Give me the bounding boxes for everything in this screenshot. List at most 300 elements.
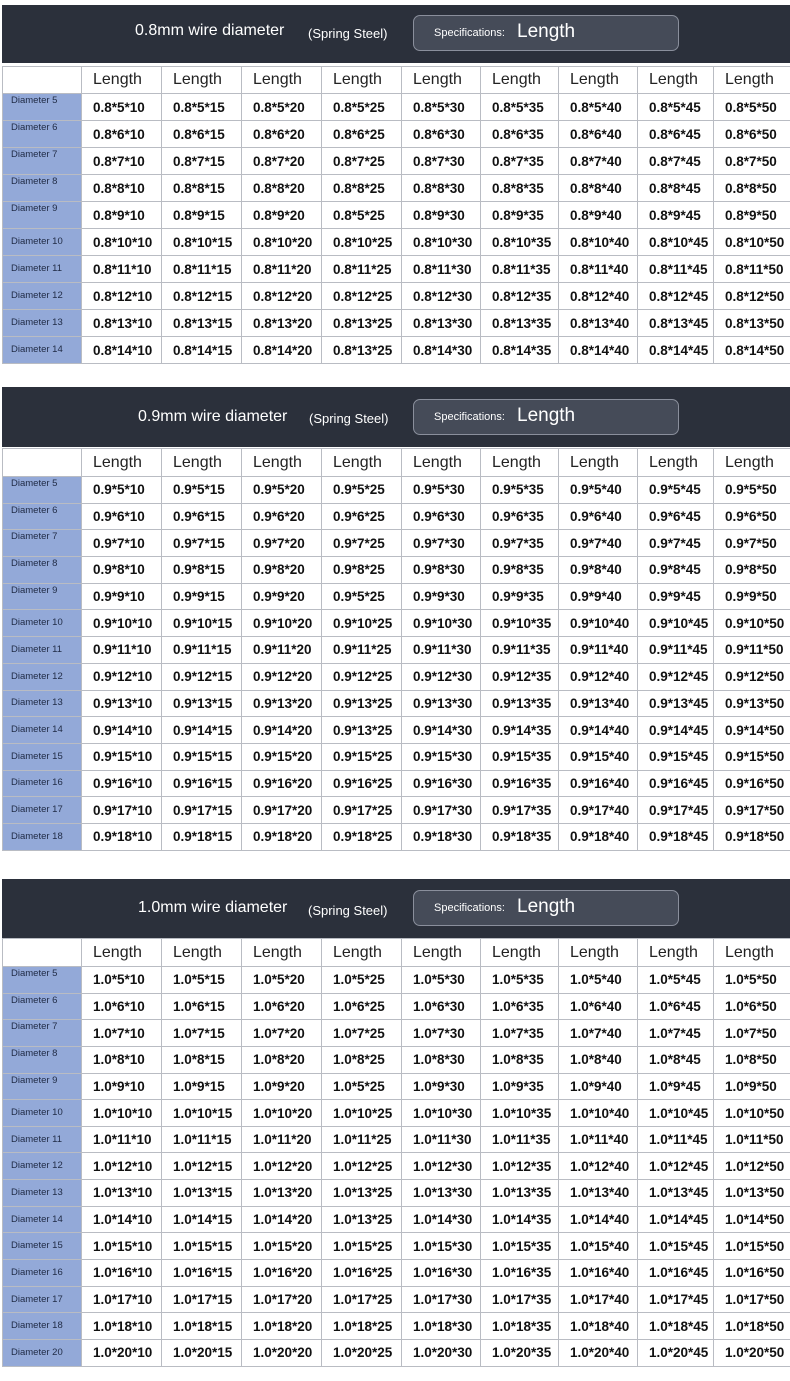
table-cell: 0.9*15*20 [242,743,322,770]
table-cell: 1.0*5*40 [559,967,638,994]
table-cell: 1.0*8*50 [714,1046,790,1073]
table-cell: 0.8*10*50 [714,229,790,256]
table-cell: 1.0*10*45 [638,1100,714,1127]
column-header: Length [714,449,790,477]
column-header: Length [242,939,322,967]
table-cell: 0.9*18*50 [714,823,790,850]
table-cell: 0.8*14*50 [714,337,790,364]
table-row [3,1073,790,1100]
table-cell: 0.8*10*30 [402,229,481,256]
table-cell: 1.0*20*45 [638,1339,714,1366]
table-cell: 1.0*17*15 [162,1286,242,1313]
table-cell: 0.9*11*35 [481,637,559,664]
table-cell: 0.9*16*35 [481,770,559,797]
table-cell: 0.8*10*15 [162,229,242,256]
table-cell: 0.9*7*40 [559,530,638,557]
table-cell: 0.8*10*40 [559,229,638,256]
table-row [3,1206,790,1233]
table-cell: 0.8*7*50 [714,148,790,175]
table-cell: 1.0*15*10 [82,1233,162,1260]
table-cell: 0.9*10*45 [638,610,714,637]
table-cell: 0.9*6*35 [481,503,559,530]
table-row [3,1100,790,1127]
row-label: Diameter 13 [3,690,82,717]
table-cell: 0.9*8*35 [481,557,559,584]
table-row [3,1233,790,1260]
table-cell: 0.8*13*35 [481,310,559,337]
table-cell: 1.0*16*25 [322,1260,402,1287]
table-cell: 0.9*18*25 [322,823,402,850]
material-label: (Spring Steel) [308,903,388,918]
table-cell: 1.0*14*20 [242,1206,322,1233]
row-label: Diameter 8 [3,175,82,202]
row-label: Diameter 14 [3,337,82,364]
table-cell: 1.0*16*50 [714,1260,790,1287]
table-cell: 0.9*18*45 [638,823,714,850]
table-cell: 1.0*8*35 [481,1046,559,1073]
table-cell: 0.8*12*25 [322,283,402,310]
table-cell: 0.9*13*30 [402,690,481,717]
table-cell: 1.0*13*10 [82,1180,162,1207]
table-cell: 0.9*15*35 [481,743,559,770]
table-cell: 1.0*15*50 [714,1233,790,1260]
table-row [3,557,790,584]
table-cell: 0.9*5*20 [242,477,322,504]
table-cell: 1.0*14*50 [714,1206,790,1233]
table-cell: 0.9*13*25 [322,717,402,744]
table-cell: 0.9*10*25 [322,610,402,637]
table-cell: 1.0*16*15 [162,1260,242,1287]
table-cell: 1.0*17*20 [242,1286,322,1313]
table-cell: 1.0*6*25 [322,993,402,1020]
table-cell: 1.0*7*10 [82,1020,162,1047]
table-cell: 0.8*8*25 [322,175,402,202]
table-cell: 0.8*5*40 [559,94,638,121]
table-cell: 1.0*17*50 [714,1286,790,1313]
row-label: Diameter 12 [3,283,82,310]
table-cell: 0.8*9*30 [402,202,481,229]
table-cell: 0.8*8*35 [481,175,559,202]
table-cell: 1.0*20*35 [481,1339,559,1366]
table-cell: 0.8*13*10 [82,310,162,337]
table-cell: 0.8*14*20 [242,337,322,364]
table-cell: 1.0*18*45 [638,1313,714,1340]
table-cell: 1.0*12*20 [242,1153,322,1180]
row-label: Diameter 15 [3,1233,82,1260]
table-cell: 0.9*12*30 [402,663,481,690]
table-cell: 0.9*18*30 [402,823,481,850]
table-cell: 1.0*16*20 [242,1260,322,1287]
table-cell: 0.9*16*45 [638,770,714,797]
table-row [3,717,790,744]
table-row [3,1313,790,1340]
table-cell: 0.9*17*15 [162,797,242,824]
table-cell: 0.8*11*10 [82,256,162,283]
table-cell: 0.9*9*30 [402,583,481,610]
table-cell: 1.0*5*30 [402,967,481,994]
table-cell: 1.0*7*20 [242,1020,322,1047]
table-cell: 0.8*9*50 [714,202,790,229]
section-title: 0.8mm wire diameter [135,22,285,39]
corner-cell [3,939,82,967]
column-header: Length [559,449,638,477]
corner-cell [3,67,82,94]
table-cell: 0.9*7*50 [714,530,790,557]
table-row [3,175,790,202]
table-cell: 0.9*16*15 [162,770,242,797]
column-header: Length [559,67,638,94]
table-cell: 0.9*5*15 [162,477,242,504]
table-cell: 1.0*6*20 [242,993,322,1020]
column-header: Length [322,939,402,967]
table-cell: 1.0*17*10 [82,1286,162,1313]
table-cell: 0.9*13*10 [82,690,162,717]
table-cell: 0.9*15*30 [402,743,481,770]
column-header: Length [638,67,714,94]
table-cell: 0.8*14*10 [82,337,162,364]
table-cell: 0.9*17*50 [714,797,790,824]
table-cell: 1.0*8*15 [162,1046,242,1073]
row-label: Diameter 13 [3,310,82,337]
row-label: Diameter 8 [3,557,82,584]
table-cell: 0.9*15*45 [638,743,714,770]
table-cell: 0.8*6*35 [481,121,559,148]
table-cell: 0.8*13*25 [322,337,402,364]
table-cell: 0.8*6*20 [242,121,322,148]
row-label: Diameter 10 [3,610,82,637]
table-row [3,770,790,797]
table-cell: 1.0*12*30 [402,1153,481,1180]
table-row [3,1126,790,1153]
specifications-label: Specifications: [434,902,505,914]
table-cell: 1.0*10*50 [714,1100,790,1127]
table-cell: 0.8*8*15 [162,175,242,202]
table-cell: 0.8*5*10 [82,94,162,121]
table-row [3,283,790,310]
table-cell: 0.8*10*20 [242,229,322,256]
table-cell: 0.9*14*30 [402,717,481,744]
table-row [3,229,790,256]
table-cell: 0.9*13*25 [322,690,402,717]
table-cell: 0.9*5*40 [559,477,638,504]
table-cell: 0.9*8*50 [714,557,790,584]
table-cell: 0.9*8*30 [402,557,481,584]
row-label: Diameter 7 [3,530,82,557]
row-label: Diameter 5 [3,967,82,994]
table-cell: 0.8*6*30 [402,121,481,148]
table-cell: 1.0*12*25 [322,1153,402,1180]
section-title: 1.0mm wire diameter [138,899,288,916]
header-row [3,449,790,477]
table-cell: 0.9*6*40 [559,503,638,530]
table-cell: 1.0*12*50 [714,1153,790,1180]
table-cell: 0.9*14*15 [162,717,242,744]
table-cell: 0.9*5*35 [481,477,559,504]
material-label: (Spring Steel) [308,26,388,41]
table-cell: 0.8*9*20 [242,202,322,229]
table-row [3,477,790,504]
section-header [2,387,790,447]
table-cell: 0.8*7*45 [638,148,714,175]
table-cell: 1.0*6*10 [82,993,162,1020]
row-label: Diameter 5 [3,94,82,121]
table-cell: 0.9*6*15 [162,503,242,530]
table-cell: 0.9*6*50 [714,503,790,530]
table-cell: 0.9*17*35 [481,797,559,824]
table-cell: 1.0*13*20 [242,1180,322,1207]
row-label: Diameter 20 [3,1339,82,1366]
table-cell: 0.9*15*25 [322,743,402,770]
row-label: Diameter 6 [3,503,82,530]
column-header: Length [162,939,242,967]
table-cell: 1.0*14*10 [82,1206,162,1233]
table-cell: 1.0*5*20 [242,967,322,994]
table-cell: 0.9*9*50 [714,583,790,610]
section-title: 0.9mm wire diameter [138,408,288,425]
table-cell: 0.9*7*35 [481,530,559,557]
table-cell: 1.0*7*45 [638,1020,714,1047]
table-cell: 1.0*16*40 [559,1260,638,1287]
table-cell: 0.8*13*50 [714,310,790,337]
row-label: Diameter 6 [3,993,82,1020]
table-cell: 1.0*10*40 [559,1100,638,1127]
table-cell: 0.9*11*50 [714,637,790,664]
table-cell: 0.9*12*50 [714,663,790,690]
table-row [3,690,790,717]
table-cell: 0.8*5*15 [162,94,242,121]
table-row [3,1153,790,1180]
table-row [3,530,790,557]
table-cell: 0.8*5*45 [638,94,714,121]
table-cell: 0.9*7*45 [638,530,714,557]
table-cell: 1.0*5*45 [638,967,714,994]
table-cell: 1.0*14*45 [638,1206,714,1233]
table-cell: 0.8*8*10 [82,175,162,202]
column-header: Length [82,449,162,477]
table-cell: 1.0*17*35 [481,1286,559,1313]
table-cell: 0.9*9*45 [638,583,714,610]
table-cell: 1.0*17*45 [638,1286,714,1313]
table-cell: 1.0*5*50 [714,967,790,994]
row-label: Diameter 5 [3,477,82,504]
table-cell: 0.9*12*45 [638,663,714,690]
table-cell: 0.8*12*20 [242,283,322,310]
table-cell: 0.9*16*10 [82,770,162,797]
table-cell: 1.0*8*45 [638,1046,714,1073]
header-row [3,67,790,94]
table-cell: 1.0*9*10 [82,1073,162,1100]
table-cell: 0.8*13*20 [242,310,322,337]
row-label: Diameter 7 [3,1020,82,1047]
row-label: Diameter 9 [3,202,82,229]
table-cell: 1.0*18*30 [402,1313,481,1340]
row-label: Diameter 17 [3,797,82,824]
table-cell: 1.0*18*50 [714,1313,790,1340]
table-cell: 1.0*12*10 [82,1153,162,1180]
table-cell: 0.8*12*35 [481,283,559,310]
table-cell: 0.9*17*20 [242,797,322,824]
row-label: Diameter 9 [3,1073,82,1100]
column-header: Length [162,449,242,477]
table-cell: 0.9*7*30 [402,530,481,557]
table-row [3,1020,790,1047]
table-cell: 1.0*20*15 [162,1339,242,1366]
table-cell: 0.8*8*30 [402,175,481,202]
table-cell: 1.0*13*30 [402,1180,481,1207]
table-cell: 0.8*7*15 [162,148,242,175]
table-cell: 0.9*10*35 [481,610,559,637]
specifications-box [413,399,679,435]
table-cell: 0.9*18*10 [82,823,162,850]
column-header: Length [714,939,790,967]
specifications-value: Length [517,405,576,426]
row-label: Diameter 18 [3,1313,82,1340]
table-cell: 0.8*5*35 [481,94,559,121]
table-row [3,1180,790,1207]
table-cell: 0.9*17*30 [402,797,481,824]
table-cell: 0.9*18*40 [559,823,638,850]
table-cell: 1.0*14*40 [559,1206,638,1233]
table-row [3,797,790,824]
table-cell: 1.0*7*50 [714,1020,790,1047]
table-cell: 1.0*11*25 [322,1126,402,1153]
section-header [2,5,790,63]
table-row [3,1046,790,1073]
table-cell: 1.0*12*15 [162,1153,242,1180]
table-cell: 1.0*13*45 [638,1180,714,1207]
table-cell: 0.9*17*25 [322,797,402,824]
table-cell: 0.9*9*15 [162,583,242,610]
table-cell: 0.9*11*10 [82,637,162,664]
table-cell: 1.0*7*15 [162,1020,242,1047]
table-cell: 1.0*20*40 [559,1339,638,1366]
table-cell: 0.8*11*30 [402,256,481,283]
table-cell: 0.9*14*50 [714,717,790,744]
table-cell: 0.8*10*25 [322,229,402,256]
table-cell: 1.0*5*35 [481,967,559,994]
table-cell: 1.0*8*20 [242,1046,322,1073]
table-cell: 0.8*12*45 [638,283,714,310]
table-cell: 1.0*8*30 [402,1046,481,1073]
header-row [3,939,790,967]
table-cell: 1.0*15*20 [242,1233,322,1260]
table-cell: 0.9*5*45 [638,477,714,504]
table-cell: 1.0*7*25 [322,1020,402,1047]
table-cell: 1.0*18*10 [82,1313,162,1340]
table-row [3,121,790,148]
column-header: Length [402,67,481,94]
table-cell: 0.9*12*10 [82,663,162,690]
table-cell: 0.9*8*40 [559,557,638,584]
row-label: Diameter 18 [3,823,82,850]
table-cell: 1.0*6*50 [714,993,790,1020]
table-cell: 0.9*5*25 [322,583,402,610]
table-cell: 0.9*8*20 [242,557,322,584]
table-cell: 0.9*9*40 [559,583,638,610]
table-cell: 0.8*5*25 [322,202,402,229]
table-row [3,1260,790,1287]
table-cell: 1.0*18*20 [242,1313,322,1340]
table-cell: 0.8*13*15 [162,310,242,337]
table-cell: 0.9*10*20 [242,610,322,637]
table-cell: 0.9*18*35 [481,823,559,850]
table-cell: 1.0*7*30 [402,1020,481,1047]
table-row [3,94,790,121]
table-cell: 0.8*7*40 [559,148,638,175]
table-cell: 1.0*20*10 [82,1339,162,1366]
table-cell: 0.9*17*10 [82,797,162,824]
table-cell: 0.8*14*45 [638,337,714,364]
table-cell: 0.8*6*40 [559,121,638,148]
table-cell: 0.8*5*50 [714,94,790,121]
table-cell: 0.9*6*25 [322,503,402,530]
table-cell: 0.8*11*15 [162,256,242,283]
table-cell: 1.0*13*40 [559,1180,638,1207]
table-cell: 0.9*14*45 [638,717,714,744]
table-cell: 0.9*14*40 [559,717,638,744]
table-cell: 0.8*6*45 [638,121,714,148]
table-cell: 1.0*18*40 [559,1313,638,1340]
table-cell: 0.9*7*20 [242,530,322,557]
table-cell: 0.8*9*15 [162,202,242,229]
table-cell: 0.9*11*45 [638,637,714,664]
table-cell: 1.0*11*35 [481,1126,559,1153]
table-cell: 0.9*16*20 [242,770,322,797]
table-cell: 0.9*7*15 [162,530,242,557]
table-cell: 0.8*14*40 [559,337,638,364]
table-cell: 0.9*15*10 [82,743,162,770]
table-row [3,743,790,770]
table-cell: 1.0*16*45 [638,1260,714,1287]
table-cell: 0.9*10*50 [714,610,790,637]
table-cell: 1.0*5*25 [322,1073,402,1100]
table-cell: 1.0*15*30 [402,1233,481,1260]
table-cell: 1.0*9*35 [481,1073,559,1100]
table-cell: 1.0*13*15 [162,1180,242,1207]
spec-table [2,938,790,1367]
table-cell: 0.8*5*25 [322,94,402,121]
table-cell: 0.8*13*30 [402,310,481,337]
table-cell: 1.0*7*40 [559,1020,638,1047]
column-header: Length [82,67,162,94]
table-cell: 1.0*8*25 [322,1046,402,1073]
table-cell: 0.9*15*50 [714,743,790,770]
table-cell: 0.9*8*10 [82,557,162,584]
table-cell: 1.0*7*35 [481,1020,559,1047]
table-cell: 0.9*16*50 [714,770,790,797]
table-row [3,148,790,175]
row-label: Diameter 12 [3,1153,82,1180]
table-cell: 0.8*13*40 [559,310,638,337]
table-row [3,310,790,337]
table-row [3,256,790,283]
table-cell: 0.8*5*20 [242,94,322,121]
spec-table [2,66,790,364]
table-cell: 1.0*6*45 [638,993,714,1020]
table-cell: 1.0*9*45 [638,1073,714,1100]
table-cell: 0.9*18*20 [242,823,322,850]
table-cell: 1.0*6*40 [559,993,638,1020]
column-header: Length [402,449,481,477]
table-cell: 0.8*12*10 [82,283,162,310]
table-cell: 1.0*18*25 [322,1313,402,1340]
column-header: Length [481,67,559,94]
table-cell: 0.9*8*45 [638,557,714,584]
table-cell: 0.8*14*15 [162,337,242,364]
table-cell: 1.0*9*40 [559,1073,638,1100]
row-label: Diameter 14 [3,1206,82,1233]
column-header: Length [559,939,638,967]
